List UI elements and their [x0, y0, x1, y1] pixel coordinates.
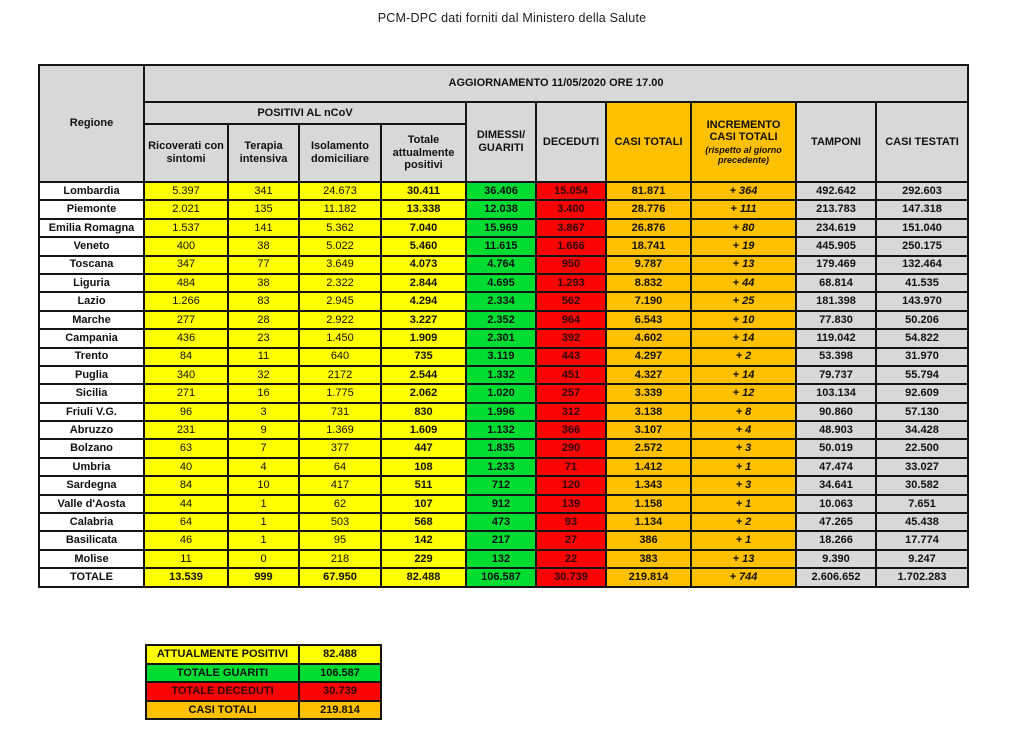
cell-casi-testati: 50.206 [876, 311, 968, 329]
cell-ricoverati: 400 [144, 237, 228, 255]
cell-totale-positivi: 735 [381, 348, 466, 366]
cell-ricoverati: 84 [144, 476, 228, 494]
cell-deceduti: 27 [536, 531, 606, 549]
cell-regione: Lazio [39, 292, 144, 310]
cell-terapia: 77 [228, 256, 299, 274]
cell-incremento: + 19 [691, 237, 796, 255]
cell-dimessi-guariti: 106.587 [466, 568, 536, 586]
cell-incremento: + 25 [691, 292, 796, 310]
cell-deceduti: 451 [536, 366, 606, 384]
cell-tamponi: 181.398 [796, 292, 876, 310]
cell-incremento: + 1 [691, 531, 796, 549]
cell-casi-testati: 30.582 [876, 476, 968, 494]
cell-dimessi-guariti: 912 [466, 495, 536, 513]
cell-casi-testati: 45.438 [876, 513, 968, 531]
summary-label: TOTALE GUARITI [146, 664, 299, 683]
cell-tamponi: 492.642 [796, 182, 876, 200]
cell-isolamento: 2.922 [299, 311, 381, 329]
cell-isolamento: 2.322 [299, 274, 381, 292]
cell-ricoverati: 84 [144, 348, 228, 366]
cell-totale-positivi: 4.294 [381, 292, 466, 310]
cell-terapia: 7 [228, 439, 299, 457]
cell-ricoverati: 5.397 [144, 182, 228, 200]
cell-isolamento: 1.369 [299, 421, 381, 439]
cell-isolamento: 377 [299, 439, 381, 457]
cell-ricoverati: 2.021 [144, 200, 228, 218]
cell-casi-totali: 1.134 [606, 513, 691, 531]
cell-deceduti: 139 [536, 495, 606, 513]
summary-row [146, 701, 381, 720]
cell-dimessi-guariti: 3.119 [466, 348, 536, 366]
cell-regione: Friuli V.G. [39, 403, 144, 421]
page-title: PCM-DPC dati forniti dal Ministero della Salute [377, 11, 647, 25]
cell-deceduti: 71 [536, 458, 606, 476]
cell-casi-testati: 92.609 [876, 384, 968, 402]
cell-deceduti: 1.293 [536, 274, 606, 292]
cell-regione: Campania [39, 329, 144, 347]
cell-isolamento: 503 [299, 513, 381, 531]
summary-value: 82.488 [299, 645, 381, 664]
cell-dimessi-guariti: 1.132 [466, 421, 536, 439]
cell-isolamento: 2.945 [299, 292, 381, 310]
cell-deceduti: 950 [536, 256, 606, 274]
cell-totale-positivi: 82.488 [381, 568, 466, 586]
cell-dimessi-guariti: 2.352 [466, 311, 536, 329]
cell-isolamento: 731 [299, 403, 381, 421]
cell-terapia: 10 [228, 476, 299, 494]
cell-terapia: 32 [228, 366, 299, 384]
cell-terapia: 4 [228, 458, 299, 476]
cell-casi-totali: 383 [606, 550, 691, 568]
cell-regione: Marche [39, 311, 144, 329]
cell-deceduti: 22 [536, 550, 606, 568]
cell-regione: Valle d'Aosta [39, 495, 144, 513]
cell-ricoverati: 1.266 [144, 292, 228, 310]
table-row [39, 274, 968, 292]
cell-regione: Liguria [39, 274, 144, 292]
header-dimessi-guariti: DIMESSI/ GUARITI [466, 102, 536, 182]
cell-casi-testati: 7.651 [876, 495, 968, 513]
cell-tamponi: 34.641 [796, 476, 876, 494]
header-casi-totali: CASI TOTALI [606, 102, 691, 182]
cell-ricoverati: 96 [144, 403, 228, 421]
cell-totale-positivi: 447 [381, 439, 466, 457]
cell-tamponi: 77.830 [796, 311, 876, 329]
cell-regione: Toscana [39, 256, 144, 274]
table-row [39, 384, 968, 402]
table-row [39, 513, 968, 531]
table-row [39, 531, 968, 549]
summary-value: 219.814 [299, 701, 381, 720]
cell-incremento: + 80 [691, 219, 796, 237]
cell-deceduti: 1.666 [536, 237, 606, 255]
cell-incremento: + 744 [691, 568, 796, 586]
cell-isolamento: 3.649 [299, 256, 381, 274]
header-incremento [691, 102, 796, 182]
cell-dimessi-guariti: 217 [466, 531, 536, 549]
cell-ricoverati: 63 [144, 439, 228, 457]
cell-regione: Sicilia [39, 384, 144, 402]
cell-deceduti: 366 [536, 421, 606, 439]
cell-isolamento: 67.950 [299, 568, 381, 586]
cell-totale-positivi: 4.073 [381, 256, 466, 274]
cell-ricoverati: 40 [144, 458, 228, 476]
cell-casi-totali: 18.741 [606, 237, 691, 255]
summary-label: CASI TOTALI [146, 701, 299, 720]
table-row [39, 348, 968, 366]
cell-terapia: 999 [228, 568, 299, 586]
cell-totale-positivi: 107 [381, 495, 466, 513]
cell-tamponi: 53.398 [796, 348, 876, 366]
cell-deceduti: 562 [536, 292, 606, 310]
cell-isolamento: 5.362 [299, 219, 381, 237]
header-totale-positivi: Totale attualmente positivi [381, 124, 466, 182]
cell-tamponi: 79.737 [796, 366, 876, 384]
cell-casi-testati: 22.500 [876, 439, 968, 457]
cell-totale-positivi: 3.227 [381, 311, 466, 329]
cell-terapia: 23 [228, 329, 299, 347]
cell-tamponi: 48.903 [796, 421, 876, 439]
cell-casi-totali: 4.297 [606, 348, 691, 366]
cell-deceduti: 392 [536, 329, 606, 347]
cell-casi-testati: 151.040 [876, 219, 968, 237]
cell-terapia: 11 [228, 348, 299, 366]
table-row [39, 495, 968, 513]
cell-regione: Molise [39, 550, 144, 568]
cell-totale-positivi: 830 [381, 403, 466, 421]
cell-tamponi: 90.860 [796, 403, 876, 421]
cell-casi-totali: 81.871 [606, 182, 691, 200]
table-row [39, 403, 968, 421]
header-incremento-note: (rispetto al giorno precedente) [705, 144, 782, 166]
cell-casi-totali: 386 [606, 531, 691, 549]
cell-totale-positivi: 568 [381, 513, 466, 531]
cell-terapia: 16 [228, 384, 299, 402]
table-row [39, 219, 968, 237]
cell-incremento: + 8 [691, 403, 796, 421]
cell-terapia: 141 [228, 219, 299, 237]
cell-dimessi-guariti: 1.233 [466, 458, 536, 476]
cell-dimessi-guariti: 1.332 [466, 366, 536, 384]
cell-ricoverati: 271 [144, 384, 228, 402]
cell-tamponi: 50.019 [796, 439, 876, 457]
cell-isolamento: 11.182 [299, 200, 381, 218]
cell-casi-totali: 2.572 [606, 439, 691, 457]
cell-casi-totali: 4.327 [606, 366, 691, 384]
header-tamponi: TAMPONI [796, 102, 876, 182]
cell-totale-positivi: 1.909 [381, 329, 466, 347]
cell-terapia: 28 [228, 311, 299, 329]
cell-dimessi-guariti: 15.969 [466, 219, 536, 237]
cell-tamponi: 119.042 [796, 329, 876, 347]
summary-label: ATTUALMENTE POSITIVI [146, 645, 299, 664]
cell-tamponi: 18.266 [796, 531, 876, 549]
cell-totale-positivi: 511 [381, 476, 466, 494]
cell-casi-totali: 3.339 [606, 384, 691, 402]
cell-totale-positivi: 1.609 [381, 421, 466, 439]
cell-deceduti: 15.054 [536, 182, 606, 200]
cell-terapia: 9 [228, 421, 299, 439]
cell-tamponi: 9.390 [796, 550, 876, 568]
cell-dimessi-guariti: 1.020 [466, 384, 536, 402]
cell-regione: Calabria [39, 513, 144, 531]
summary-body [146, 645, 381, 719]
cell-ricoverati: 64 [144, 513, 228, 531]
cell-incremento: + 13 [691, 550, 796, 568]
cell-terapia: 135 [228, 200, 299, 218]
cell-totale-positivi: 30.411 [381, 182, 466, 200]
cell-dimessi-guariti: 4.764 [466, 256, 536, 274]
cell-tamponi: 2.606.652 [796, 568, 876, 586]
cell-casi-testati: 132.464 [876, 256, 968, 274]
cell-isolamento: 1.775 [299, 384, 381, 402]
header-incremento-title: INCREMENTO CASI TOTALI [706, 118, 781, 144]
cell-terapia: 1 [228, 513, 299, 531]
cell-ricoverati: 277 [144, 311, 228, 329]
table-row [39, 421, 968, 439]
cell-casi-testati: 55.794 [876, 366, 968, 384]
cell-isolamento: 1.450 [299, 329, 381, 347]
cell-casi-testati: 143.970 [876, 292, 968, 310]
cell-isolamento: 5.022 [299, 237, 381, 255]
cell-dimessi-guariti: 2.334 [466, 292, 536, 310]
cell-ricoverati: 347 [144, 256, 228, 274]
cell-totale-positivi: 142 [381, 531, 466, 549]
cell-incremento: + 12 [691, 384, 796, 402]
cell-casi-totali: 3.138 [606, 403, 691, 421]
cell-casi-testati: 57.130 [876, 403, 968, 421]
cell-incremento: + 364 [691, 182, 796, 200]
cell-dimessi-guariti: 2.301 [466, 329, 536, 347]
cell-ricoverati: 13.539 [144, 568, 228, 586]
cell-regione: Abruzzo [39, 421, 144, 439]
table-row [39, 458, 968, 476]
cell-casi-totali: 1.343 [606, 476, 691, 494]
cell-dimessi-guariti: 36.406 [466, 182, 536, 200]
cell-casi-totali: 1.158 [606, 495, 691, 513]
cell-dimessi-guariti: 4.695 [466, 274, 536, 292]
cell-dimessi-guariti: 132 [466, 550, 536, 568]
cell-isolamento: 2172 [299, 366, 381, 384]
cell-terapia: 38 [228, 237, 299, 255]
cell-regione: Basilicata [39, 531, 144, 549]
cell-regione: Piemonte [39, 200, 144, 218]
table-row [39, 439, 968, 457]
cell-deceduti: 312 [536, 403, 606, 421]
cell-incremento: + 44 [691, 274, 796, 292]
cell-incremento: + 13 [691, 256, 796, 274]
cell-deceduti: 964 [536, 311, 606, 329]
cell-incremento: + 3 [691, 476, 796, 494]
cell-totale-positivi: 229 [381, 550, 466, 568]
cell-ricoverati: 231 [144, 421, 228, 439]
cell-incremento: + 1 [691, 495, 796, 513]
cell-deceduti: 290 [536, 439, 606, 457]
cell-tamponi: 213.783 [796, 200, 876, 218]
header-update-banner: AGGIORNAMENTO 11/05/2020 ORE 17.00 [144, 65, 968, 102]
cell-terapia: 38 [228, 274, 299, 292]
cell-deceduti: 93 [536, 513, 606, 531]
header-ricoverati: Ricoverati con sintomi [144, 124, 228, 182]
cell-casi-testati: 250.175 [876, 237, 968, 255]
cell-casi-totali: 3.107 [606, 421, 691, 439]
cell-totale-positivi: 108 [381, 458, 466, 476]
table-row [39, 311, 968, 329]
cell-casi-testati: 147.318 [876, 200, 968, 218]
cell-totale-positivi: 2.844 [381, 274, 466, 292]
summary-value: 106.587 [299, 664, 381, 683]
cell-incremento: + 4 [691, 421, 796, 439]
table-row [39, 237, 968, 255]
cell-dimessi-guariti: 11.615 [466, 237, 536, 255]
cell-casi-totali: 9.787 [606, 256, 691, 274]
cell-casi-totali: 4.602 [606, 329, 691, 347]
cell-isolamento: 64 [299, 458, 381, 476]
table-row [39, 256, 968, 274]
cell-casi-totali: 219.814 [606, 568, 691, 586]
cell-ricoverati: 436 [144, 329, 228, 347]
cell-tamponi: 234.619 [796, 219, 876, 237]
cell-incremento: + 14 [691, 366, 796, 384]
summary-label: TOTALE DECEDUTI [146, 682, 299, 701]
cell-incremento: + 3 [691, 439, 796, 457]
cell-totale-positivi: 7.040 [381, 219, 466, 237]
cell-casi-testati: 9.247 [876, 550, 968, 568]
cell-terapia: 341 [228, 182, 299, 200]
cell-totale-positivi: 2.062 [381, 384, 466, 402]
table-row [39, 476, 968, 494]
cell-casi-testati: 33.027 [876, 458, 968, 476]
cell-incremento: + 2 [691, 348, 796, 366]
cell-terapia: 0 [228, 550, 299, 568]
cell-dimessi-guariti: 1.835 [466, 439, 536, 457]
cell-casi-totali: 28.776 [606, 200, 691, 218]
cell-dimessi-guariti: 12.038 [466, 200, 536, 218]
cell-ricoverati: 44 [144, 495, 228, 513]
cell-deceduti: 3.400 [536, 200, 606, 218]
table-row [39, 366, 968, 384]
covid-data-table [38, 64, 969, 588]
cell-totale-positivi: 13.338 [381, 200, 466, 218]
cell-tamponi: 179.469 [796, 256, 876, 274]
cell-incremento: + 2 [691, 513, 796, 531]
table-row [39, 329, 968, 347]
cell-regione: Sardegna [39, 476, 144, 494]
cell-incremento: + 14 [691, 329, 796, 347]
cell-deceduti: 120 [536, 476, 606, 494]
cell-tamponi: 68.814 [796, 274, 876, 292]
summary-row [146, 645, 381, 664]
header-positivi-group: POSITIVI AL nCoV [144, 102, 466, 124]
cell-casi-testati: 41.535 [876, 274, 968, 292]
cell-tamponi: 10.063 [796, 495, 876, 513]
cell-casi-totali: 7.190 [606, 292, 691, 310]
table-row [39, 550, 968, 568]
cell-casi-totali: 6.543 [606, 311, 691, 329]
cell-ricoverati: 340 [144, 366, 228, 384]
cell-casi-totali: 8.832 [606, 274, 691, 292]
table-body [39, 182, 968, 587]
cell-regione: TOTALE [39, 568, 144, 586]
cell-terapia: 1 [228, 495, 299, 513]
cell-isolamento: 24.673 [299, 182, 381, 200]
cell-dimessi-guariti: 473 [466, 513, 536, 531]
summary-row [146, 682, 381, 701]
cell-tamponi: 445.905 [796, 237, 876, 255]
cell-isolamento: 95 [299, 531, 381, 549]
table-row [39, 200, 968, 218]
cell-casi-testati: 34.428 [876, 421, 968, 439]
cell-deceduti: 257 [536, 384, 606, 402]
cell-totale-positivi: 5.460 [381, 237, 466, 255]
cell-tamponi: 47.265 [796, 513, 876, 531]
header-terapia-intensiva: Terapia intensiva [228, 124, 299, 182]
cell-terapia: 3 [228, 403, 299, 421]
cell-deceduti: 30.739 [536, 568, 606, 586]
cell-casi-totali: 26.876 [606, 219, 691, 237]
header-deceduti: DECEDUTI [536, 102, 606, 182]
table-row [39, 182, 968, 200]
cell-casi-testati: 54.822 [876, 329, 968, 347]
cell-incremento: + 1 [691, 458, 796, 476]
table-row [39, 292, 968, 310]
cell-casi-testati: 31.970 [876, 348, 968, 366]
cell-dimessi-guariti: 712 [466, 476, 536, 494]
cell-tamponi: 47.474 [796, 458, 876, 476]
cell-terapia: 83 [228, 292, 299, 310]
cell-ricoverati: 484 [144, 274, 228, 292]
cell-regione: Veneto [39, 237, 144, 255]
cell-casi-testati: 1.702.283 [876, 568, 968, 586]
cell-isolamento: 417 [299, 476, 381, 494]
cell-regione: Lombardia [39, 182, 144, 200]
summary-row [146, 664, 381, 683]
cell-casi-testati: 17.774 [876, 531, 968, 549]
summary-value: 30.739 [299, 682, 381, 701]
cell-terapia: 1 [228, 531, 299, 549]
cell-deceduti: 3.867 [536, 219, 606, 237]
totale-row [39, 568, 968, 586]
header-casi-testati: CASI TESTATI [876, 102, 968, 182]
cell-casi-totali: 1.412 [606, 458, 691, 476]
cell-ricoverati: 1.537 [144, 219, 228, 237]
cell-regione: Puglia [39, 366, 144, 384]
cell-isolamento: 640 [299, 348, 381, 366]
header-regione: Regione [39, 65, 144, 182]
cell-tamponi: 103.134 [796, 384, 876, 402]
cell-incremento: + 111 [691, 200, 796, 218]
cell-ricoverati: 11 [144, 550, 228, 568]
cell-incremento: + 10 [691, 311, 796, 329]
header-isolamento: Isolamento domiciliare [299, 124, 381, 182]
cell-regione: Umbria [39, 458, 144, 476]
cell-isolamento: 218 [299, 550, 381, 568]
cell-dimessi-guariti: 1.996 [466, 403, 536, 421]
cell-regione: Emilia Romagna [39, 219, 144, 237]
cell-casi-testati: 292.603 [876, 182, 968, 200]
summary-table [145, 644, 382, 720]
cell-totale-positivi: 2.544 [381, 366, 466, 384]
cell-isolamento: 62 [299, 495, 381, 513]
cell-deceduti: 443 [536, 348, 606, 366]
cell-regione: Bolzano [39, 439, 144, 457]
cell-regione: Trento [39, 348, 144, 366]
cell-ricoverati: 46 [144, 531, 228, 549]
